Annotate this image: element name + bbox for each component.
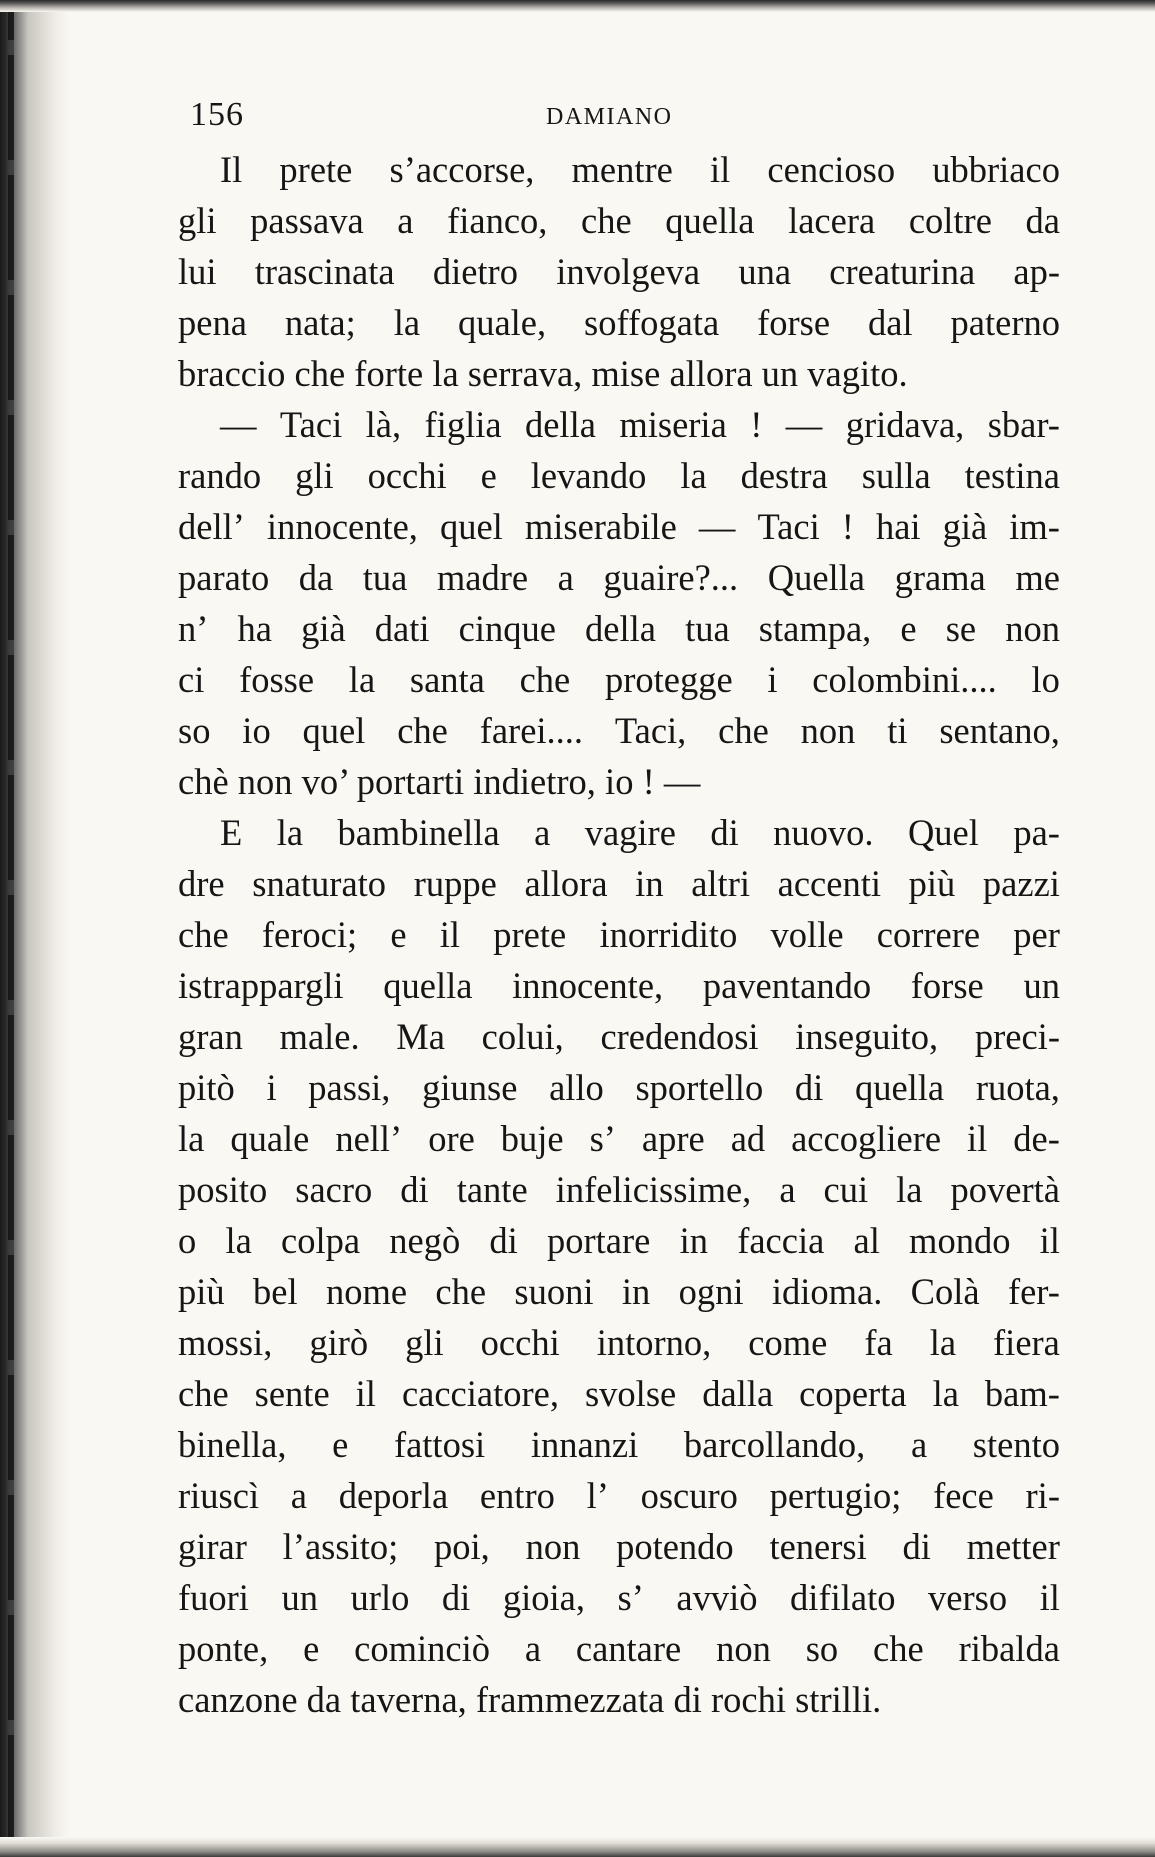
text-line: posito sacro di tante infelicissime, a cui la povertà	[178, 1169, 1060, 1210]
text-line: braccio che forte la serrava, mise allora un vagito.	[178, 353, 908, 394]
text-line: lui trascinata dietro involgeva una creaturina ap-	[178, 251, 1060, 292]
text-line: che sente il cacciatore, svolse dalla coperta la bam-	[178, 1373, 1060, 1414]
page-top-edge	[0, 0, 1155, 12]
text-line: parato da tua madre a guaire?... Quella grama me	[178, 557, 1060, 598]
text-line: mossi, girò gli occhi intorno, come fa la fiera	[178, 1322, 1060, 1363]
text-line: che feroci; e il prete inorridito volle correre per	[178, 914, 1060, 955]
text-line: riuscì a deporla entro l’ oscuro pertugio; fece ri-	[178, 1475, 1060, 1516]
text-line: rando gli occhi e levando la destra sulla testina	[178, 455, 1060, 496]
body-text	[178, 144, 1060, 1744]
text-line: binella, e fattosi innanzi barcollando, a stento	[178, 1424, 1060, 1465]
text-line: Il prete s’accorse, mentre il cencioso ubbriaco	[220, 149, 1060, 190]
binding-shadow	[8, 0, 14, 1857]
text-line: o la colpa negò di portare in faccia al mondo il	[178, 1220, 1060, 1261]
text-line: girar l’assito; poi, non potendo tenersi di metter	[178, 1526, 1060, 1567]
running-head: DAMIANO	[546, 104, 673, 130]
text-line: so io quel che farei.... Taci, che non ti sentano,	[178, 710, 1060, 751]
page-bottom-edge	[0, 1837, 1155, 1857]
text-line: n’ ha già dati cinque della tua stampa, e se non	[178, 608, 1060, 649]
text-line: ponte, e cominciò a cantare non so che ribalda	[178, 1628, 1060, 1669]
text-line: gli passava a fianco, che quella lacera coltre da	[178, 200, 1060, 241]
text-line: chè non vo’ portarti indietro, io ! —	[178, 761, 701, 802]
text-line: la quale nell’ ore buje s’ apre ad accogliere il de-	[178, 1118, 1060, 1159]
text-line: gran male. Ma colui, credendosi inseguito, preci-	[178, 1016, 1060, 1057]
text-line: — Taci là, figlia della miseria ! — gridava, sbar-	[220, 404, 1060, 445]
text-line: dre snaturato ruppe allora in altri accenti più pazzi	[178, 863, 1060, 904]
text-line: più bel nome che suoni in ogni idioma. Colà fer-	[178, 1271, 1060, 1312]
text-line: E la bambinella a vagire di nuovo. Quel pa-	[220, 812, 1060, 853]
text-line: pena nata; la quale, soffogata forse dal paterno	[178, 302, 1060, 343]
page-header	[190, 96, 710, 140]
text-line: pitò i passi, giunse allo sportello di quella ruota,	[178, 1067, 1060, 1108]
text-line: ci fosse la santa che protegge i colombini.... lo	[178, 659, 1060, 700]
book-gutter	[0, 0, 70, 1857]
text-line: canzone da taverna, frammezzata di rochi strilli.	[178, 1679, 882, 1720]
page-number: 156	[190, 96, 244, 133]
text-line: dell’ innocente, quel miserabile — Taci ! hai già im-	[178, 506, 1060, 547]
text-line: istrappargli quella innocente, paventando forse un	[178, 965, 1060, 1006]
text-line: fuori un urlo di gioia, s’ avviò difilato verso il	[178, 1577, 1060, 1618]
